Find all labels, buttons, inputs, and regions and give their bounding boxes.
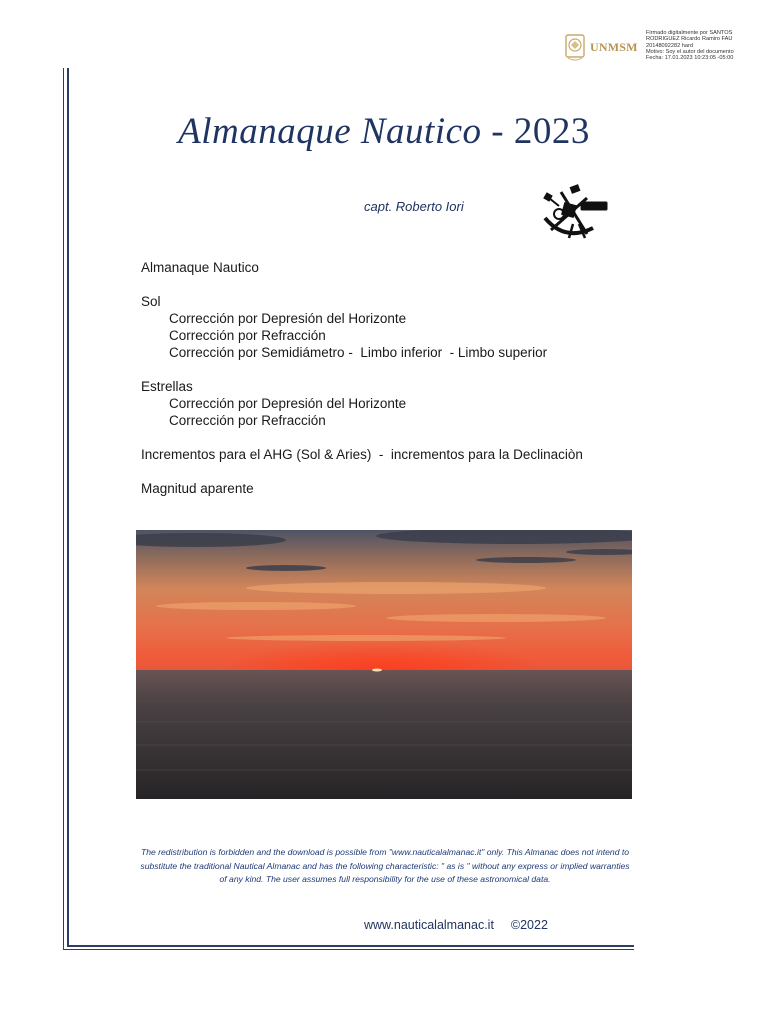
signature-line: Firmado digitalmente por SANTOS bbox=[646, 30, 733, 36]
title-year: 2023 bbox=[513, 111, 590, 152]
contents-list bbox=[141, 259, 583, 497]
sol-item: Corrección por Semidiámetro - Limbo inferior - Limbo superior bbox=[169, 345, 548, 360]
author: capt. Roberto Iori bbox=[364, 199, 464, 214]
website-link[interactable]: www.nauticalalmanac.it bbox=[364, 918, 494, 932]
redistribution-notice: The redistribution is forbidden and the download is possible from "www.nauticalalmanac.it" only. This Almanac does not intend to substitute the traditional Nautical Almanac and has the following characteristic: " as is " without any express or implied warranties of any kind. The user assumes full responsibility for the use of these astronomical data. bbox=[140, 847, 630, 884]
contents-heading: Almanaque Nautico bbox=[141, 260, 259, 275]
magnitude-item: Magnitud aparente bbox=[141, 481, 254, 496]
frame-left-outer bbox=[63, 68, 64, 950]
frame-left-inner bbox=[67, 68, 69, 946]
signature-line: Motivo: Soy el autor del documento bbox=[646, 48, 734, 55]
section-estrellas-label: Estrellas bbox=[141, 379, 193, 394]
signature-brand: UNMSM bbox=[590, 40, 638, 54]
frame-bottom-inner bbox=[67, 945, 634, 947]
frame-bottom-outer bbox=[63, 949, 634, 950]
document-title bbox=[0, 110, 768, 153]
title-main: Almanaque Nautico bbox=[178, 111, 482, 152]
university-seal-icon bbox=[562, 32, 588, 62]
sol-item: Corrección por Refracción bbox=[169, 328, 326, 343]
signature-line: 20148092282 hard bbox=[646, 42, 693, 49]
footer bbox=[364, 918, 548, 932]
digital-signature bbox=[560, 28, 760, 68]
signature-line: RODRIGUEZ Ricardo Ramiro FAU bbox=[646, 36, 733, 43]
title-separator: - bbox=[481, 111, 514, 152]
copyright: ©2022 bbox=[510, 918, 548, 932]
signature-line: Fecha: 17.01.2023 10:23:05 -05:00 bbox=[646, 55, 734, 62]
section-sol-label: Sol bbox=[141, 294, 161, 309]
signature-details bbox=[646, 30, 766, 61]
sextant-icon bbox=[541, 184, 609, 240]
estrellas-item: Corrección por Depresión del Horizonte bbox=[169, 396, 407, 411]
estrellas-item: Corrección por Refracción bbox=[169, 413, 326, 428]
increments-item: Incrementos para el AHG (Sol & Aries) - incrementos para la Declinaciòn bbox=[141, 447, 583, 462]
sol-item: Corrección por Depresión del Horizonte bbox=[169, 311, 407, 326]
sunset-sea-photo bbox=[136, 530, 632, 799]
